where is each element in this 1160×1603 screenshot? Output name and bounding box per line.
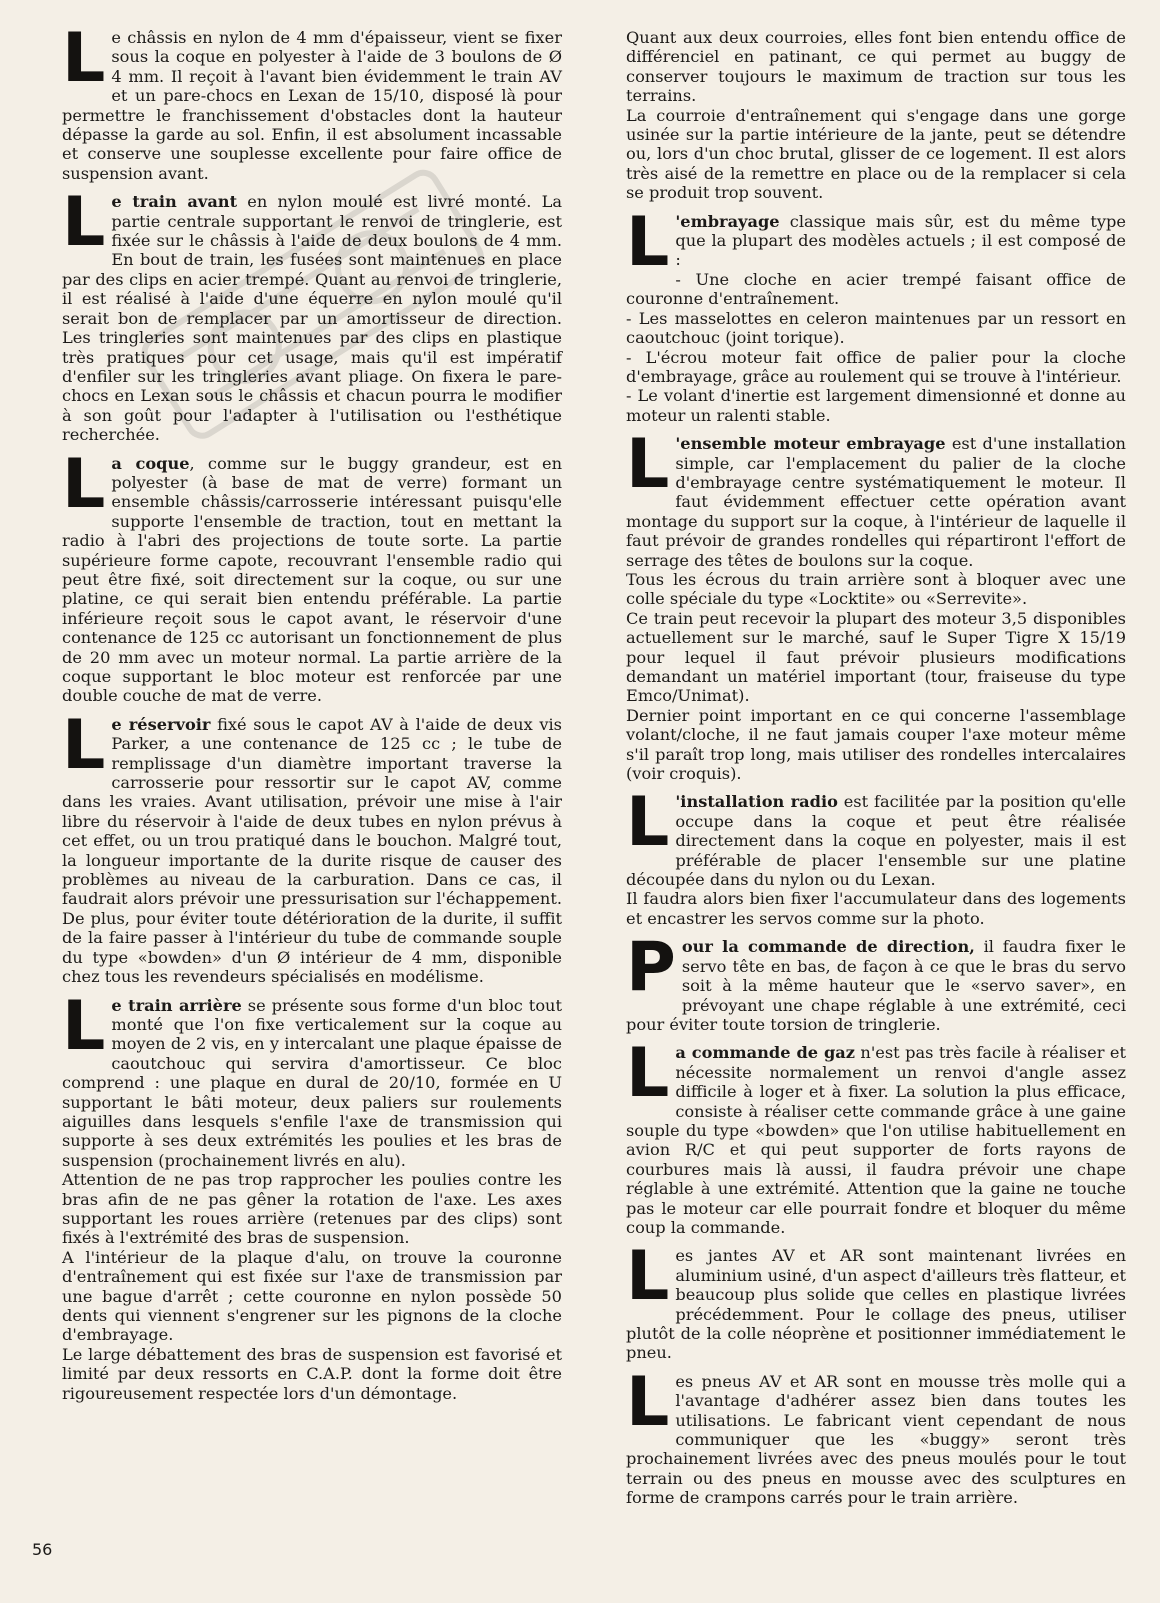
drop-cap: L [626,783,670,863]
paragraph-text: Dernier point important en ce qui concerne l'assemblage volant/cloche, il ne faut jamais couper l'axe moteur même s'il paraît trop long, mais utiliser des rondelles intercalaires (voir croquis). [626,705,1126,784]
paragraph-body: est facilitée par la position qu'elle occupe dans la coque et peut être réalisée directement dans la coque en polyester, mais il est préférable de placer l'ensemble sur une platine découpée dans du nylon ou du Lexan. [626,792,1126,890]
article-paragraph [626,28,1126,203]
drop-cap: L [62,705,106,785]
paragraph-text: Il faudra alors bien fixer l'accumulateur dans des logements et encastrer les servos comme sur la photo. [626,889,1126,928]
lead-in: our la commande de direction, [681,937,975,957]
paragraph-text [62,986,562,1171]
drop-cap: P [626,928,676,1008]
paragraph-body: se présente sous forme d'un bloc tout monté que l'on fixe verticalement sur la coque au moyen de 2 vis, en y intercalant une plaque épaisse de caoutchouc qui servira d'amortisseur. Ce bloc comprend : une plaque en dural de 20/10, formée en U supportant le bâti moteur, deux paliers sur roulements aiguilles dans lesquels s'enfile l'axe de transmission qui supporte à ses deux extrémités les poulies et les bras de suspension (prochainement livrés en alu). [62,995,562,1170]
drop-cap: L [62,19,106,98]
drop-cap: L [62,183,106,263]
drop-cap: L [626,1362,670,1442]
paragraph-body: es pneus AV et AR sont en mousse très molle qui a l'avantage d'adhérer assez bien dans toutes les utilisations. Le fabricant vient cependant de nous communiquer que les «buggy» seront très prochainement livrées avec des pneus moulés pour le tout terrain ou des pneus en mousse avec des sculptures en forme de crampons carrés pour le train arrière. [626,1371,1126,1508]
paragraph-text: Tous les écrous du train arrière sont à bloquer avec une colle spéciale du type «Locktite» ou «Serrevite». [626,569,1126,609]
paragraph-text [626,1034,1126,1237]
paragraph-text: Ce train peut recevoir la plupart des moteur 3,5 disponibles actuellement sur le marché, sauf le Super Tigre X 15/19 pour lequel il faut prévoir plusieurs modifications demandant un matériel important (tour, fraiseuse du type Emco/Unimat). [626,608,1126,706]
article-paragraph [626,1034,1126,1237]
article-paragraph [62,444,562,706]
paragraph-text: Attention de ne pas trop rapprocher les poulies contre les bras afin de ne pas gêner la rotation de l'axe. Les axes supportant les roues arrière (retenues par des clips) sont fixés à l'extrémité des bras de suspension. [62,1170,562,1248]
drop-cap: L [626,1034,670,1114]
article-paragraph [62,19,562,183]
lead-in: 'embrayage [675,211,780,231]
article-paragraph [626,1237,1126,1363]
paragraph-text [626,1362,1126,1508]
paragraph-text [626,202,1126,282]
drop-cap: L [626,202,670,282]
article-paragraph [62,183,562,445]
paragraph-body: en nylon moulé est livré monté. La partie centrale supportant le renvoi de tringlerie, est fixée sur le châssis à l'aide de deux boulons de 4 mm. En bout de train, les fusées sont maintenues en place par des clips en acier trempé. Quant au renvoi de tringlerie, il est réalisé à l'aide d'une équerre en nylon moulé qu'il serait bon de remplacer par un amortisseur de direction. Les tringleries sont maintenues par des clips en plastique très pratiques pour cet usage, mais qu'il est impératif d'enfiler sur les tringleries avant pliage. On fixera le pare-chocs en Lexan sous le châssis et chacun pourra le modifier à son goût pour l'adapter à l'utilisation ou l'esthétique recherchée. [62,192,562,445]
lead-in: a coque [111,453,190,473]
paragraph-text [62,444,562,706]
article-paragraph [626,1362,1126,1508]
drop-cap: L [626,425,670,505]
list-item: - Les masselottes en celeron maintenues par un ressort en caoutchouc (joint torique). [626,308,1126,348]
paragraph-body: n'est pas très facile à réaliser et nécessite normalement un renvoi d'angle assez difficile à loger et à fixer. La solution la plus efficace, consiste à réaliser cette commande grâce à une gaine souple du type «bowden» que l'on utilise habituellement en avion R/C et qui peut supporter de forts rayons de courbures mais là aussi, il faudra prévoir une chape réglable à une extrémité. Attention que la gaine ne touche pas le moteur car elle pourrait fondre et bloquer du même coup la commande. [626,1043,1126,1237]
paragraph-body: es jantes AV et AR sont maintenant livrées en aluminium usiné, d'un aspect d'ailleurs très flatteur, et beaucoup plus solide que celles en plastique livrées précédemment. Pour le collage des pneus, utiliser plutôt de la colle néoprène et positionner immédiatement le pneu. [626,1246,1126,1363]
article-paragraph [626,928,1126,1034]
lead-in: 'installation radio [675,792,838,812]
paragraph-text [62,705,562,987]
paragraph-text [626,425,1126,570]
drop-cap: L [626,1237,670,1317]
paragraph-body: , comme sur le buggy grandeur, est en polyester (à base de mat de verre) formant un ensemble châssis/carrosserie intéressant puisqu'elle supporte l'ensemble de traction, tout en mettant la radio à l'abri des projections de toute sorte. La partie supérieure forme capote, recouvrant l'ensemble radio qui peut être fixé, soit directement sur la coque, ou sur une platine, ce qui serait bien entendu préférable. La partie inférieure reçoit sous le capot avant, le réservoir d'une contenance de 125 cc autorisant un fonctionnement de plus de 20 mm avec un moteur normal. La partie arrière de la coque supportant le bloc moteur est renforcée par une double couche de mat de verre. [62,453,562,706]
left-column [62,19,562,1412]
list-item: - L'écrou moteur fait office de palier pour la cloche d'embrayage, grâce au roulement qui se trouve à l'intérieur. [626,347,1126,386]
article-paragraph [62,986,562,1404]
article-paragraph [626,783,1126,928]
article-paragraph [626,202,1126,425]
paragraph-body: il faudra fixer le servo tête en bas, de façon à ce que le bras du servo soit à la même hauteur que le «servo saver», en prévoyant une chape réglable à une extrémité, ceci pour éviter toute torsion de tringlerie. [626,937,1126,1034]
page-number: 56 [32,1540,53,1559]
paragraph-body: est d'une installation simple, car l'emplacement du palier de la cloche d'embrayage centre systématiquement le moteur. Il faut évidemment effectuer cette opération avant montage du support sur la coque, à l'intérieur de laquelle il faut prévoir de grandes rondelles qui répartiront l'effort de serrage des têtes de boulons sur la coque. [626,434,1126,570]
paragraph-body: e châssis en nylon de 4 mm d'épaisseur, vient se fixer sous la coque en polyester à l'aide de 3 boulons de Ø 4 mm. Il reçoit à l'avant bien évidemment le train AV et un pare-chocs en Lexan de 15/10, disposé là pour permettre le franchissement d'obstacles dont la hauteur dépasse la garde au sol. Enfin, il est absolument incassable et conserve une souplesse excellente pour faire office de suspension avant. [62,28,562,183]
article-paragraph [626,425,1126,784]
lead-in: 'ensemble moteur embrayage [675,434,946,454]
lead-in: e train avant [111,192,238,212]
paragraph-text: La courroie d'entraînement qui s'engage dans une gorge usinée sur la partie intérieure de la jante, peut se détendre ou, lors d'un choc brutal, glisser de ce logement. Il est alors très aisé de la remettre en place ou de la remplacer si cela se produit trop souvent. [626,105,1126,203]
article-paragraph [62,705,562,987]
lead-in: e train arrière [111,995,242,1015]
drop-cap: L [62,986,106,1066]
paragraph-text: A l'intérieur de la plaque d'alu, on trouve la couronne d'entraînement qui est fixée sur l'axe de transmission par une bague d'arrêt ; cette couronne en nylon possède 50 dents qui viennent s'engrener sur les pignons de la cloche d'embrayage. [62,1247,562,1345]
paragraph-text [626,1237,1126,1363]
list-item: - Le volant d'inertie est largement dimensionné et donne au moteur un ralenti stable. [626,386,1126,425]
paragraph-body: fixé sous le capot AV à l'aide de deux vis Parker, a une contenance de 125 cc ; le tube de remplissage d'un diamètre important traverse la carrosserie pour ressortir sur le capot AV, comme dans les vraies. Avant utilisation, prévoir une mise à l'air libre du réservoir à l'aide de deux tubes en nylon prévus à cet effet, ou un trou pratiqué dans le bouchon. Malgré tout, la longueur importante de la durite risque de causer des problèmes au niveau de la carburation. Dans ce cas, il faudrait alors prévoir une pressurisation sur l'échappement. De plus, pour éviter toute détérioration de la durite, il suffit de la faire passer à l'intérieur du tube de commande souple du type «bowden» d'un Ø intérieur de 4 mm, disponible chez tous les revendeurs spécialisés en modélisme. [62,714,562,987]
paragraph-text [62,183,562,445]
list-item: - Une cloche en acier trempé faisant office de couronne d'entraînement. [626,269,1126,309]
lead-in: a commande de gaz [675,1043,855,1063]
drop-cap: L [62,444,106,524]
right-column [626,28,1126,1517]
paragraph-text: Quant aux deux courroies, elles font bien entendu office de différenciel en patinant, ce qui permet au buggy de conserver toujours le maximum de traction sur tous les terrains. [626,28,1126,106]
paragraph-text: Le large débattement des bras de suspension est favorisé et limité par deux ressorts en C.A.P. dont la forme doit être rigoureusement respectée lors d'un démontage. [62,1344,562,1403]
lead-in: e réservoir [111,714,211,734]
paragraph-body: classique mais sûr, est du même type que la plupart des modèles actuels ; il est composé de : [675,211,1126,270]
paragraph-text [62,19,562,183]
paragraph-text [626,783,1126,890]
paragraph-text [626,928,1126,1034]
